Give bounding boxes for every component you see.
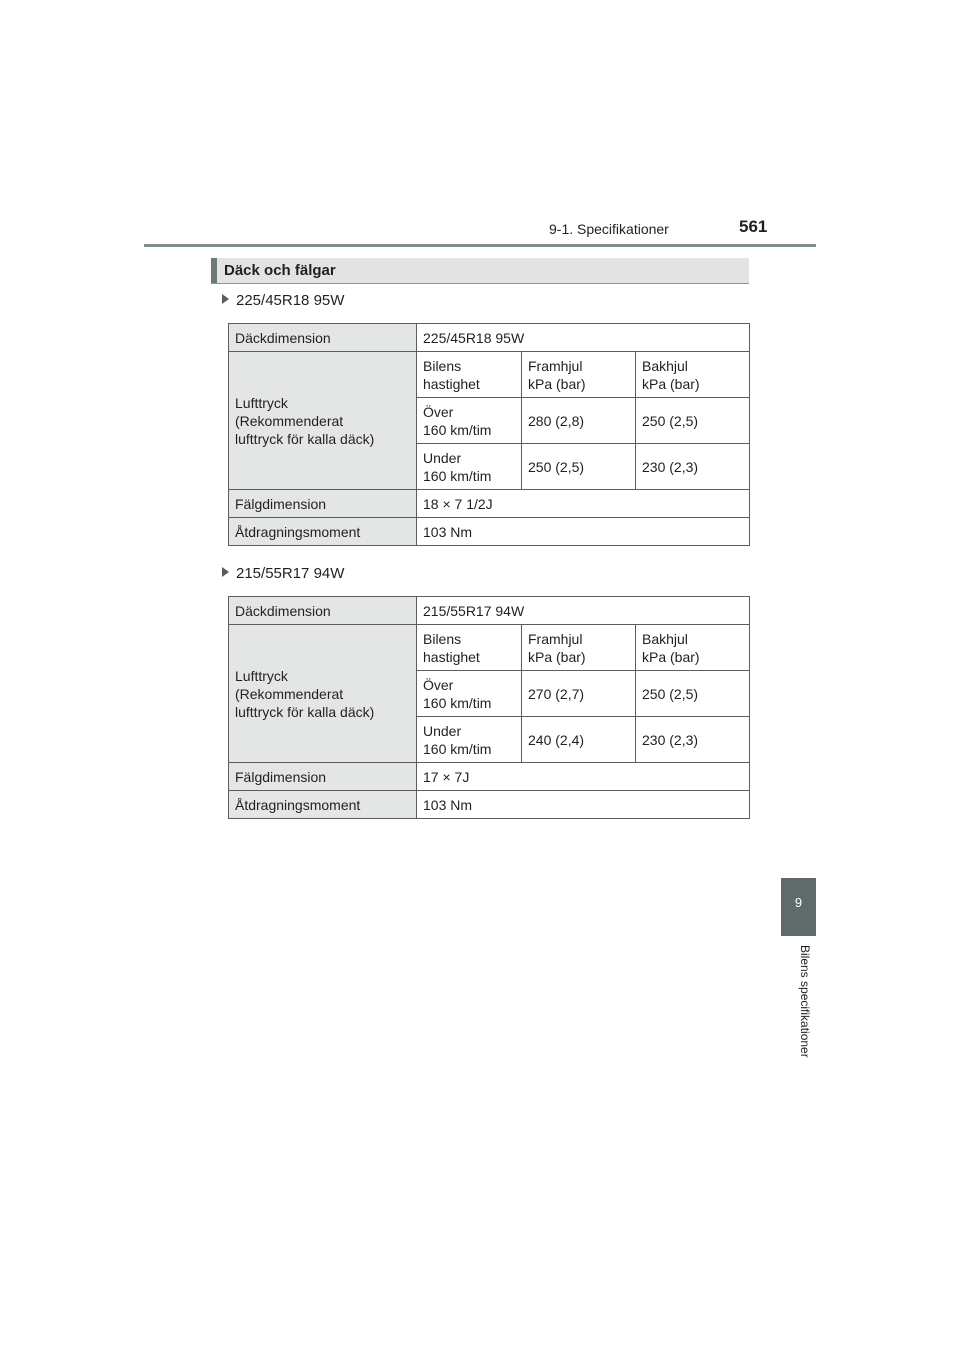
speed-under: Under 160 km/tim bbox=[417, 717, 522, 763]
variant-label: 225/45R18 95W bbox=[236, 292, 345, 309]
chapter-number: 9 bbox=[794, 895, 803, 910]
rim-size-label: Fälgdimension bbox=[229, 763, 417, 791]
front-pressure-under: 240 (2,4) bbox=[522, 717, 636, 763]
table-row bbox=[229, 791, 750, 819]
running-header-section: 9-1. Specifikationer bbox=[549, 221, 669, 237]
tire-size-label: Däckdimension bbox=[229, 324, 417, 352]
col-header-speed: Bilens hastighet bbox=[417, 625, 522, 671]
triangle-bullet-icon bbox=[222, 567, 229, 577]
rear-pressure-over: 250 (2,5) bbox=[636, 671, 750, 717]
torque-value: 103 Nm bbox=[417, 518, 750, 546]
table-row bbox=[229, 763, 750, 791]
spec-table-1 bbox=[228, 323, 750, 546]
torque-label: Åtdragningsmoment bbox=[229, 791, 417, 819]
speed-over: Över 160 km/tim bbox=[417, 398, 522, 444]
rear-pressure-under: 230 (2,3) bbox=[636, 444, 750, 490]
table-row bbox=[229, 597, 750, 625]
torque-label: Åtdragningsmoment bbox=[229, 518, 417, 546]
front-pressure-over: 270 (2,7) bbox=[522, 671, 636, 717]
variant-label: 215/55R17 94W bbox=[236, 565, 345, 582]
table-row bbox=[229, 324, 750, 352]
torque-value: 103 Nm bbox=[417, 791, 750, 819]
page-number: 561 bbox=[739, 217, 768, 236]
variant-heading-2 bbox=[222, 565, 344, 582]
table-row bbox=[229, 625, 750, 671]
tire-size-value: 225/45R18 95W bbox=[417, 324, 750, 352]
rim-size-value: 18 × 7 1/2J bbox=[417, 490, 750, 518]
rim-size-value: 17 × 7J bbox=[417, 763, 750, 791]
table-row bbox=[229, 352, 750, 398]
chapter-title: Bilens specifikationer bbox=[798, 945, 812, 1058]
front-pressure-under: 250 (2,5) bbox=[522, 444, 636, 490]
speed-under: Under 160 km/tim bbox=[417, 444, 522, 490]
col-header-rear: Bakhjul kPa (bar) bbox=[636, 625, 750, 671]
section-heading-marker bbox=[211, 258, 217, 283]
section-title: Däck och fälgar bbox=[224, 262, 336, 279]
spec-table-2 bbox=[228, 596, 750, 819]
variant-heading-1 bbox=[222, 292, 344, 309]
front-pressure-over: 280 (2,8) bbox=[522, 398, 636, 444]
pressure-label: Lufttryck (Rekommenderat lufttryck för kalla däck) bbox=[229, 625, 417, 763]
table-row bbox=[229, 490, 750, 518]
rim-size-label: Fälgdimension bbox=[229, 490, 417, 518]
tire-size-value: 215/55R17 94W bbox=[417, 597, 750, 625]
triangle-bullet-icon bbox=[222, 294, 229, 304]
section-heading bbox=[211, 258, 749, 284]
col-header-speed: Bilens hastighet bbox=[417, 352, 522, 398]
rear-pressure-over: 250 (2,5) bbox=[636, 398, 750, 444]
rear-pressure-under: 230 (2,3) bbox=[636, 717, 750, 763]
chapter-tab bbox=[781, 878, 816, 936]
pressure-label: Lufttryck (Rekommenderat lufttryck för kalla däck) bbox=[229, 352, 417, 490]
header-rule bbox=[144, 244, 816, 247]
speed-over: Över 160 km/tim bbox=[417, 671, 522, 717]
tire-size-label: Däckdimension bbox=[229, 597, 417, 625]
col-header-rear: Bakhjul kPa (bar) bbox=[636, 352, 750, 398]
col-header-front: Framhjul kPa (bar) bbox=[522, 352, 636, 398]
table-row bbox=[229, 518, 750, 546]
col-header-front: Framhjul kPa (bar) bbox=[522, 625, 636, 671]
